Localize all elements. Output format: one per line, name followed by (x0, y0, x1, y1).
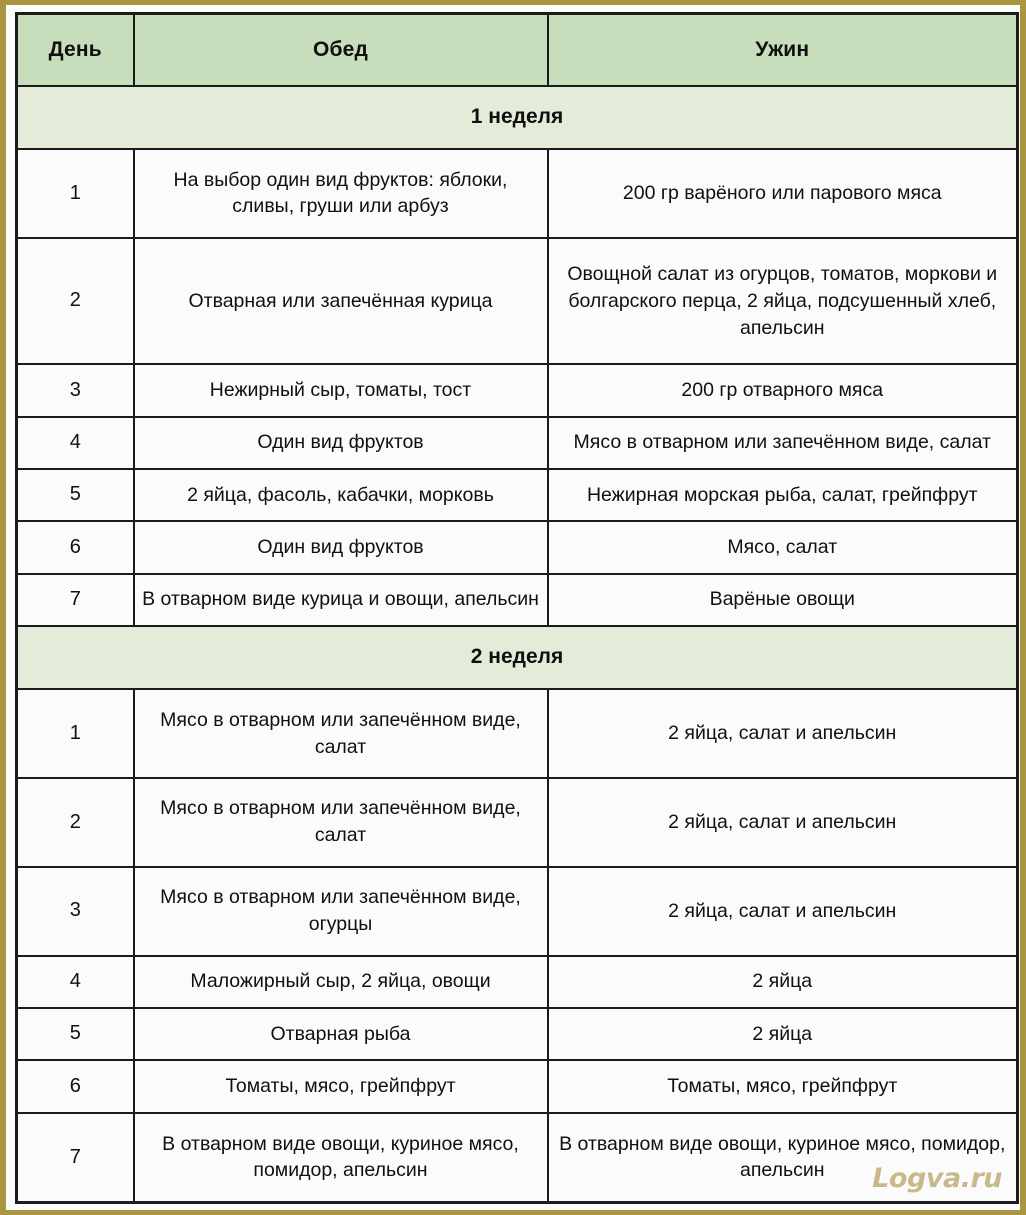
day-number: 2 (17, 778, 134, 867)
lunch-meal: Мясо в отварном или запечённом виде, салат (134, 689, 548, 778)
lunch-meal: Нежирный сыр, томаты, тост (134, 364, 548, 416)
dinner-meal: Нежирная морская рыба, салат, грейпфрут (548, 469, 1018, 521)
dinner-meal: Овощной салат из огурцов, томатов, моркови и болгарского перца, 2 яйца, подсушенный хлеб, апельсин (548, 238, 1018, 364)
table-row (17, 417, 1018, 469)
lunch-meal: На выбор один вид фруктов: яблоки, сливы, груши или арбуз (134, 149, 548, 238)
lunch-meal: Маложирный сыр, 2 яйца, овощи (134, 956, 548, 1008)
lunch-meal: В отварном виде курица и овощи, апельсин (134, 574, 548, 626)
lunch-meal: Один вид фруктов (134, 417, 548, 469)
table-row (17, 364, 1018, 416)
table-row (17, 1060, 1018, 1112)
dinner-meal: 200 гр отварного мяса (548, 364, 1018, 416)
day-number: 5 (17, 469, 134, 521)
table-row (17, 778, 1018, 867)
dinner-meal: 2 яйца, салат и апельсин (548, 867, 1018, 956)
day-number: 1 (17, 689, 134, 778)
table-row (17, 867, 1018, 956)
lunch-meal: Мясо в отварном или запечённом виде, салат (134, 778, 548, 867)
day-number: 3 (17, 867, 134, 956)
table-row (17, 469, 1018, 521)
column-header-lunch: Обед (134, 14, 548, 87)
day-number: 2 (17, 238, 134, 364)
lunch-meal: Отварная или запечённая курица (134, 238, 548, 364)
section-title-week-1: 1 неделя (17, 86, 1018, 149)
table-row (17, 238, 1018, 364)
dinner-meal: 2 яйца (548, 1008, 1018, 1060)
day-number: 6 (17, 1060, 134, 1112)
day-number: 4 (17, 417, 134, 469)
table-row (17, 149, 1018, 238)
lunch-meal: Один вид фруктов (134, 521, 548, 573)
lunch-meal: Томаты, мясо, грейпфрут (134, 1060, 548, 1112)
day-number: 4 (17, 956, 134, 1008)
day-number: 1 (17, 149, 134, 238)
table-row (17, 1113, 1018, 1203)
day-number: 3 (17, 364, 134, 416)
column-header-day: День (17, 14, 134, 87)
lunch-meal: 2 яйца, фасоль, кабачки, морковь (134, 469, 548, 521)
section-title-week-2: 2 неделя (17, 626, 1018, 689)
table-body (17, 86, 1018, 1203)
site-watermark: Logva.ru (872, 1163, 1002, 1194)
table-row (17, 1008, 1018, 1060)
dinner-meal: Мясо в отварном или запечённом виде, салат (548, 417, 1018, 469)
dinner-meal: Мясо, салат (548, 521, 1018, 573)
table-row (17, 956, 1018, 1008)
dinner-meal: 2 яйца, салат и апельсин (548, 778, 1018, 867)
table-row (17, 574, 1018, 626)
day-number: 7 (17, 574, 134, 626)
table-header (17, 14, 1018, 87)
column-header-dinner: Ужин (548, 14, 1018, 87)
lunch-meal: Мясо в отварном или запечённом виде, огурцы (134, 867, 548, 956)
lunch-meal: В отварном виде овощи, куриное мясо, помидор, апельсин (134, 1113, 548, 1203)
table-row (17, 521, 1018, 573)
dinner-meal: 200 гр варёного или парового мяса (548, 149, 1018, 238)
dinner-meal: Томаты, мясо, грейпфрут (548, 1060, 1018, 1112)
diet-schedule-table (15, 12, 1019, 1204)
section-header-row (17, 86, 1018, 149)
lunch-meal: Отварная рыба (134, 1008, 548, 1060)
header-row (17, 14, 1018, 87)
dinner-meal: 2 яйца (548, 956, 1018, 1008)
dinner-meal: В отварном виде овощи, куриное мясо, помидор, апельсин (548, 1113, 1018, 1203)
day-number: 6 (17, 521, 134, 573)
table-row (17, 689, 1018, 778)
dinner-meal: Варёные овощи (548, 574, 1018, 626)
section-header-row (17, 626, 1018, 689)
dinner-meal: 2 яйца, салат и апельсин (548, 689, 1018, 778)
day-number: 7 (17, 1113, 134, 1203)
day-number: 5 (17, 1008, 134, 1060)
